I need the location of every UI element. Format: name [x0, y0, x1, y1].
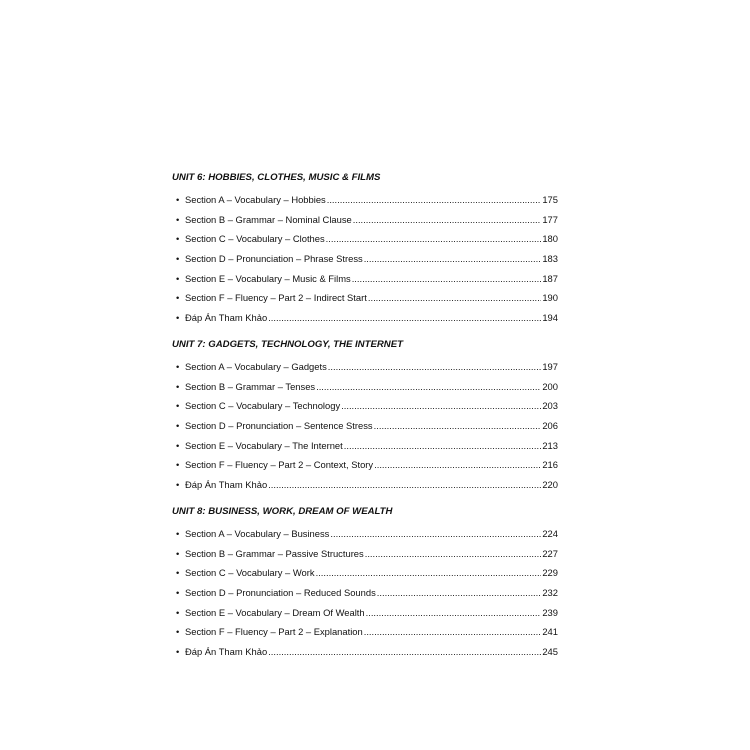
- dot-leader: [328, 360, 542, 374]
- dot-leader: [366, 606, 542, 620]
- toc-entry[interactable]: [172, 193, 558, 213]
- dot-leader: [268, 311, 541, 325]
- dot-leader: [268, 645, 541, 659]
- unit-heading: UNIT 8: BUSINESS, WORK, DREAM OF WEALTH: [172, 506, 393, 517]
- toc-entry[interactable]: [172, 566, 558, 586]
- page-number: 216: [542, 459, 558, 471]
- entry-title: Section A – Vocabulary – Hobbies: [185, 194, 326, 205]
- toc-entry[interactable]: [172, 547, 558, 567]
- toc-entry[interactable]: [172, 478, 558, 498]
- entry-title: Section A – Vocabulary – Gadgets: [185, 361, 327, 372]
- dot-leader: [341, 399, 541, 413]
- page-number: 180: [542, 233, 558, 245]
- bullet-icon: •: [176, 528, 180, 539]
- entry-title: Section E – Vocabulary – Dream Of Wealth: [185, 606, 365, 618]
- bullet-icon: •: [176, 420, 180, 432]
- page-number: 190: [542, 292, 558, 304]
- toc-entry[interactable]: [172, 625, 558, 645]
- toc-entry[interactable]: [172, 527, 558, 547]
- dot-leader: [330, 527, 541, 541]
- toc-entry[interactable]: [172, 272, 558, 292]
- page-number: 175: [542, 194, 558, 205]
- bullet-icon: •: [176, 272, 180, 284]
- bullet-icon: •: [176, 459, 180, 471]
- toc-entry[interactable]: [172, 645, 558, 665]
- entry-title: Section D – Pronunciation – Sentence Stress: [185, 420, 373, 432]
- page-number: 239: [542, 606, 558, 618]
- page-number: 194: [542, 312, 558, 324]
- dot-leader: [316, 380, 541, 394]
- dot-leader: [377, 586, 542, 600]
- page-number: 177: [542, 213, 558, 225]
- bullet-icon: •: [176, 312, 180, 324]
- page-number: 187: [542, 272, 558, 284]
- entry-title: Section F – Fluency – Part 2 – Explanation: [185, 626, 363, 638]
- unit-section: [172, 505, 558, 665]
- dot-leader: [368, 291, 541, 305]
- dot-leader: [364, 252, 542, 266]
- page-number: 206: [542, 420, 558, 432]
- page-number: 183: [542, 253, 558, 265]
- unit-heading: UNIT 7: GADGETS, TECHNOLOGY, THE INTERNET: [172, 339, 403, 350]
- page-number: 224: [542, 528, 558, 539]
- bullet-icon: •: [176, 567, 180, 579]
- entry-title: Đáp Án Tham Khảo: [185, 479, 268, 491]
- entry-title: Section E – Vocabulary – The Internet: [185, 439, 343, 451]
- page-number: 213: [542, 439, 558, 451]
- bullet-icon: •: [176, 361, 180, 372]
- toc-entry[interactable]: [172, 232, 558, 252]
- entry-title: Section B – Grammar – Tenses: [185, 380, 316, 392]
- page-number: 227: [542, 547, 558, 559]
- bullet-icon: •: [176, 606, 180, 618]
- bullet-icon: •: [176, 253, 180, 265]
- toc-entry[interactable]: [172, 586, 558, 606]
- dot-leader: [327, 193, 542, 207]
- page-number: 220: [542, 479, 558, 491]
- entry-title: Section C – Vocabulary – Technology: [185, 400, 341, 412]
- toc-entry[interactable]: [172, 360, 558, 380]
- entry-title: Section A – Vocabulary – Business: [185, 528, 330, 539]
- bullet-icon: •: [176, 400, 180, 412]
- dot-leader: [364, 625, 542, 639]
- toc-entry[interactable]: [172, 606, 558, 626]
- bullet-icon: •: [176, 479, 180, 491]
- page-number: 232: [542, 587, 558, 599]
- entry-title: Đáp Án Tham Khảo: [185, 312, 268, 324]
- toc-entry[interactable]: [172, 458, 558, 478]
- entry-title: Section C – Vocabulary – Clothes: [185, 233, 325, 245]
- bullet-icon: •: [176, 547, 180, 559]
- toc-entry[interactable]: [172, 439, 558, 459]
- dot-leader: [374, 419, 542, 433]
- entry-title: Section E – Vocabulary – Music & Films: [185, 272, 351, 284]
- entry-title: Section C – Vocabulary – Work: [185, 567, 315, 579]
- dot-leader: [365, 547, 542, 561]
- entry-title: Section F – Fluency – Part 2 – Context, Story: [185, 459, 374, 471]
- bullet-icon: •: [176, 587, 180, 599]
- bullet-icon: •: [176, 194, 180, 205]
- bullet-icon: •: [176, 213, 180, 225]
- dot-leader: [353, 213, 542, 227]
- dot-leader: [326, 232, 542, 246]
- page-number: 197: [542, 361, 558, 372]
- bullet-icon: •: [176, 646, 180, 658]
- page-number: 241: [542, 626, 558, 638]
- entry-title: Section D – Pronunciation – Reduced Sounds: [185, 587, 376, 599]
- bullet-icon: •: [176, 626, 180, 638]
- bullet-icon: •: [176, 233, 180, 245]
- dot-leader: [344, 439, 542, 453]
- toc-entry[interactable]: [172, 311, 558, 331]
- dot-leader: [268, 478, 541, 492]
- toc-entry[interactable]: [172, 399, 558, 419]
- page-number: 200: [542, 380, 558, 392]
- bullet-icon: •: [176, 439, 180, 451]
- unit-heading: UNIT 6: HOBBIES, CLOTHES, MUSIC & FILMS: [172, 172, 381, 183]
- toc-entry[interactable]: [172, 213, 558, 233]
- page-number: 229: [542, 567, 558, 579]
- entry-title: Section B – Grammar – Nominal Clause: [185, 213, 352, 225]
- unit-section: [172, 338, 558, 498]
- toc-entry[interactable]: [172, 252, 558, 272]
- entry-title: Section D – Pronunciation – Phrase Stress: [185, 253, 363, 265]
- entry-title: Đáp Án Tham Khảo: [185, 646, 268, 658]
- toc-entry[interactable]: [172, 291, 558, 311]
- dot-leader: [352, 272, 542, 286]
- bullet-icon: •: [176, 380, 180, 392]
- dot-leader: [316, 566, 542, 580]
- bullet-icon: •: [176, 292, 180, 304]
- toc-entry[interactable]: [172, 419, 558, 439]
- toc-entry[interactable]: [172, 380, 558, 400]
- entry-title: Section F – Fluency – Part 2 – Indirect Start: [185, 292, 367, 304]
- unit-section: [172, 171, 558, 331]
- dot-leader: [374, 458, 541, 472]
- page-number: 203: [542, 400, 558, 412]
- entry-title: Section B – Grammar – Passive Structures: [185, 547, 364, 559]
- page-number: 245: [542, 646, 558, 658]
